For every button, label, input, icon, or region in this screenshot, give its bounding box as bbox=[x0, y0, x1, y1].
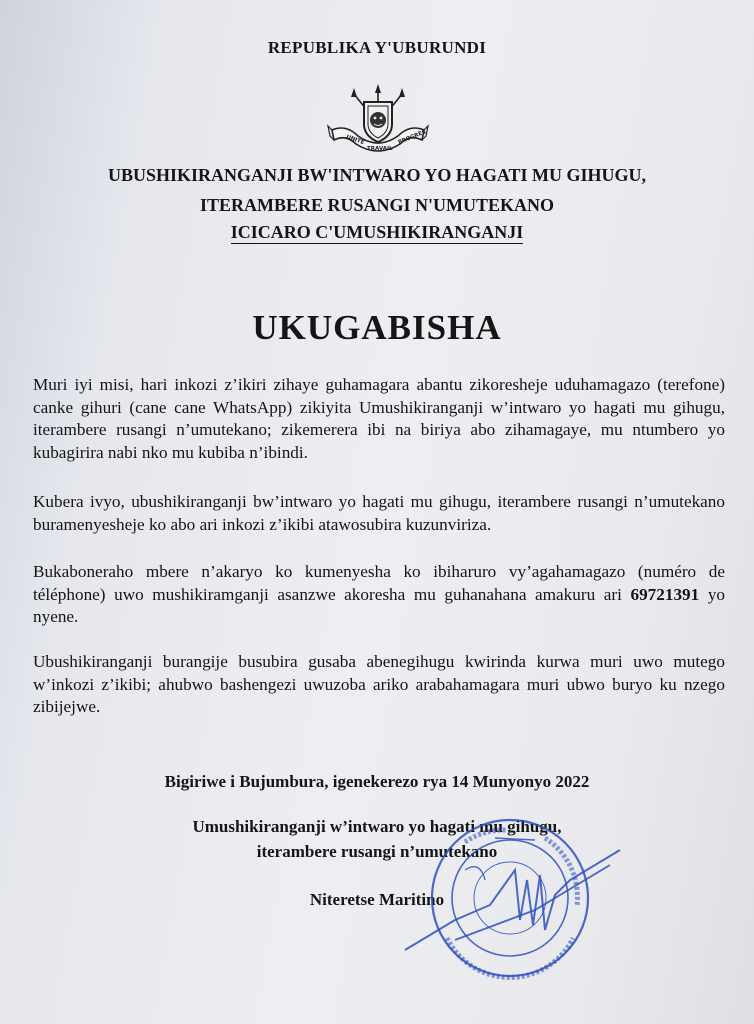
signatory-title-line2: iterambere rusangi n’umutekano bbox=[256, 842, 498, 861]
notice-paragraph-1: Muri iyi misi, hari inkozi z’ikiri zihaye guhamagara abantu zikoresheje uduhamagazo (terefone) canke gihuri (cane cane WhatsApp) zikiyita Umushikiranganji w’intwaro yo hagati mu gihugu, iterambere rusangi n’umutekano; zikemerera ibi na biriya abo zihamagaye, mu ntumbero yo kubagirira nabi nko mu kubiba n’ibindi. bbox=[33, 375, 725, 462]
notice-paragraph-3 bbox=[33, 561, 725, 629]
notice-paragraph-2: Kubera ivyo, ubushikiranganji bw’intwaro yo hagati mu gihugu, iterambere rusangi n’umutekano buramenyesheje ko abo ari inkozi z’ikibi atawosubira kuzunviriza. bbox=[33, 492, 725, 534]
cabinet-label: ICICARO C'UMUSHIKIRANGANJI bbox=[230, 222, 524, 242]
cabinet-heading bbox=[0, 222, 754, 243]
paragraph-3-text-start: Bukaboneraho mbere n’akaryo ko kumenyesha ko ibiharuro vy’agahamagazo (numéro de téléphone) uwo mushikiramganji asanzwe akoresha mu guhanahana amakuru ari bbox=[33, 562, 725, 604]
svg-text:TRAVAIL: TRAVAIL bbox=[367, 146, 393, 152]
paragraph-3-text-end: yo nyene. bbox=[33, 584, 726, 626]
republic-heading: REPUBLIKA Y'UBURUNDI bbox=[267, 38, 487, 57]
ministry-name-line1: UBUSHIKIRANGANJI BW'INTWARO YO HAGATI MU GIHUGU, bbox=[107, 165, 647, 185]
notice-paragraph-4: Ubushikiranganji burangije busubira gusaba abenegihugu kwirinda kurwa muri uwo mutego w’inkozi z’ikibi; ahubwo bashengezi uwuzoba ariko arabahamagara muri ubwo buryo ku nzego zibijejwe. bbox=[33, 652, 725, 716]
notice-title: UKUGABISHA bbox=[252, 308, 502, 347]
official-phone-number: 69721391 bbox=[630, 584, 700, 604]
place-and-date: Bigiriwe i Bujumbura, igenekerezo rya 14 Munyonyo 2022 bbox=[164, 772, 590, 791]
signatory-title-line1: Umushikiranganji w’intwaro yo hagati mu gihugu, bbox=[192, 817, 562, 836]
svg-text:UNITÉ: UNITÉ bbox=[345, 134, 365, 147]
signer-name: Niteretse Maritino bbox=[309, 890, 445, 909]
svg-text:PROGRÈS: PROGRÈS bbox=[397, 129, 428, 146]
ministry-name-line2: ITERAMBERE RUSANGI N'UMUTEKANO bbox=[199, 195, 555, 215]
coat-of-arms-icon bbox=[326, 84, 430, 156]
